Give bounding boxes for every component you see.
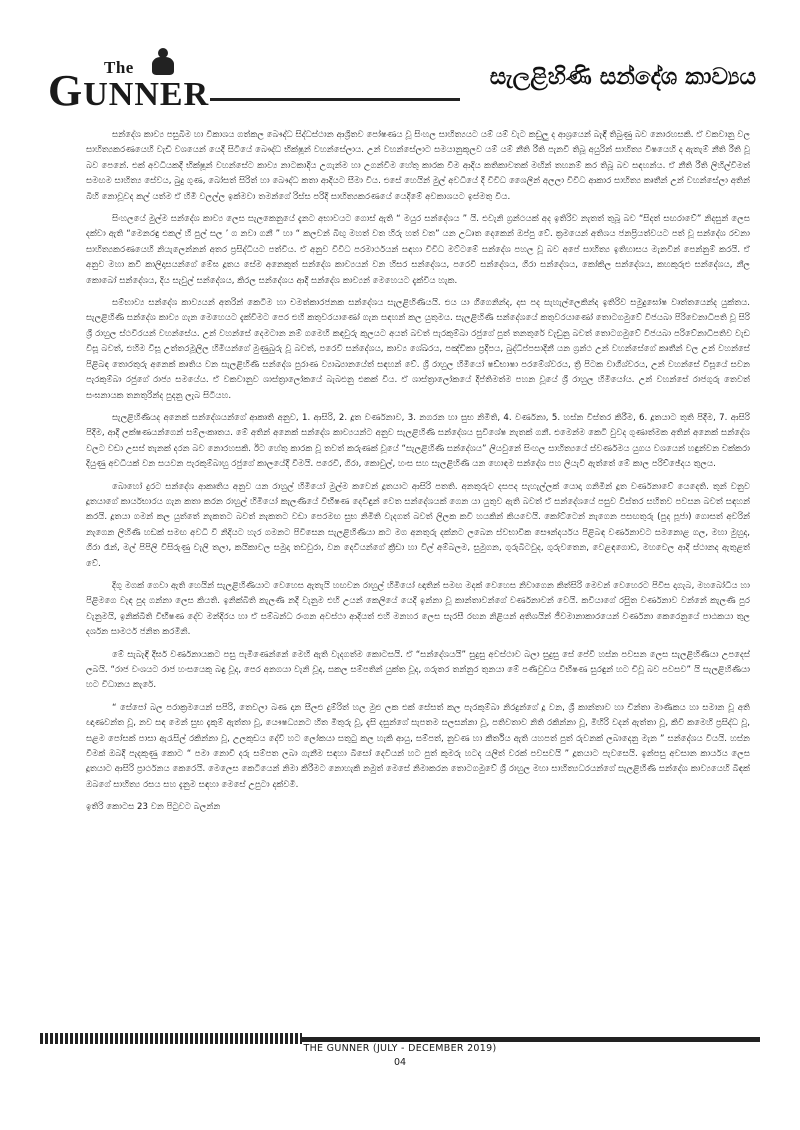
paragraph-3: සම්භාව්‍ය සන්දේශ කාව්‍යයන් අතරින් කෙටිම හා චමත්කාරජනක සන්දේශය සැලළිහිණියයි. එය යා ගීගෙනින්ද, දස පද සැහැල්ලෙකින්ද ඉතිරිව සමුදුඝෝෂ වෘත්තයෙන්ද යුක්තය. සැලළිහිණි සන්දේශ කාව්‍ය ගැන මෙහෙයට දැක්වීමට පෙර එහි කතුවරයාණෝ ගැන සඳහන් කල යුතුමය. සැලළිහිණි සන්දේශයේ කතුවරයාණෝ තොටගමුවේ විජයබා පිරිවෙනාධිපති වූ සිරි ශ්‍රී රාහුල ස්ථවිරයන් වහන්සේය. උන් වහන්සේ දෙමටාන නම් ගමෙහි කඳවුරු කුලයට අයත් බවත් පැරකුම්බා රජුගේ පුත් තනතුරේ වැඩුනු බවත් තොටගමුවේ විජයබා පරිවේනාධිපතිව වැඩ විසූ බවත්, එහිම වීසූ උත්තරමූලිල හිමියන්ගේ මුණුබුරු වූ බවත්, පරෙවි සන්දේශය, කාව්‍ය ශේඛරය, පඤ්චිකා ප්‍රදීපය, බුද්ධිප්පසාදිනී යන ග්‍රන්ථ උන් වහන්සේගේ කෘතීන් වල උන් වහන්සේ පිළිබඳ තොරතුරු අනෙක් කෘතිය වන සැලළිහිණි සන්දේශ පුරාණ ව්‍යාඛ්‍යානයේත් සඳහන් වේ. ශ්‍රී රාහුල හිමියෝ ෂඩ්භාෂා පරමේශ්වරය, ත්‍රි පිටක වාගීශ්වරය, උන් වහන්සේ විසූයේ සවන පැරකුම්බා රජුගේ රාජ්‍ය සමයේය. ඒ වකවානුව ශාස්ත්‍රාලෝකයේ බැබළුනු එකක් විය. ඒ ශාස්ත්‍රාලෝකයේ දීප්තිමත්ම පහන වූයේ ශ්‍රී රාහුල හිමියෝය. උන් වහන්සේ රාජගුරු තෙවත් සංඝනායක තනතුරින්ද පුදනු ලැබ සිටියහ. [86, 298, 750, 401]
paragraph-2: සිංහලයේ මුල්ම සන්දේශ කාව්‍ය ලෙස සැලකෙනුයේ දැනට අභාවයට ගොස් ඇති “ මයුර සන්දේශය ” යි. එවැනි ග්‍රන්ථයක් අද ඉතිරිව නැතත් තුබූ බව “සිදත් සඟරාවේ” නිදසුන් ලෙස දක්වා ඇති “මෙනරඳු එකල් හි පුල් සල ’ ග නවා ගනී ” හා “ කලවන් බිඟු මහත් වත හිරු හත් වත” යන උධෘත දෙකෙන් ඔප්පු වේ. ක්‍රමයෙන් අතිශය ජනප්‍රියත්වයට පත් වූ සන්දේශ රචනා සාහිත්‍යකරණයෙහි නියැලෙන්නන් අතර ප්‍රසිද්ධියට පත්විය. ඒ අනුව විවිධ පරමාර්ථයන් සඳහා විවිධ මට්ටමේ සන්දේශ පහල වූ බව අපේ සාහිත්‍ය ඉතිහාසය මැනවින් පෙන්නුම් කරයි. ඒ අනුව මහා කවි කාලිදාසයන්ගේ මේඝ දූතය සේම අනෙකුත් සන්දේශ කාව්‍යයන් වන හිසර සන්දේශය, පරෙවි සන්දේශය, ගිරා සන්දේශය, කෝකිල සන්දේශය, කහකුරුළු සන්දේශය, නීල කොබෝ සන්දේශය, දිය සැවුල් සන්දේශය, කිරල සන්දේශය ආදී සන්දේශ කාව්‍යන් මෙහෙයට දැක්විය හැක. [86, 214, 750, 286]
page-header [0, 0, 800, 120]
paragraph-6: දිගු මගක් ගෙවා ඇති හෙයින් සැලළිහිණියාට වෙහෙස ඇතැයි හඟවන රාහුල් හිමියෝ ඥාතින් සමඟ මදක් වෙහෙස නිවාගෙන කිත්සිරි මෙවන් වෙහෙරට පිවිස දාගැබ, මහබෝධිය හා පිළිමගෙ වැඳ පුද ගන්නා ලෙස කියති. ඉනික්බිති කැලණි නදී වැනුම එහි උයන් කෙලියේ යෙදී ඉන්නා වූ කාන්තාවන්ගේ වර්ණනාවන් වෙයි. කවියාගේ රසිුත වර්ණනාව වන්නේ කැලණි පුර වැනුමයි, ඉනික්බිති විභීෂණ දේව මන්දිරය හා ඒ සම්බන්ධ රංගන අවස්ථා ආදියත් එහි මනහර ලෙස සැරසී රඟන නිළියන් අතිශයින් ජීවමානාකාරයෙන් වර්ණනා කෙරෙනුයේ පාඨකයා තුල දර්ශන සාමර්ථ ජනිත කරමිනි. [86, 580, 750, 638]
logo-the-text: The [104, 58, 134, 77]
article-body [86, 128, 750, 815]
continuation-note: ඉතිරි කොටස 23 වන පිටුවට බලන්න [86, 802, 221, 813]
footer-magazine-issue: THE GUNNER (JULY - DECEMBER 2019) [303, 1043, 497, 1054]
logo-gunner-initial: G [48, 66, 84, 115]
paragraph-5: බොහෝ දුරට සන්දේශ ආකෘතිය අනුව යන රාහුල් හිමියෝ මුල්ම කවෙන් දූතයාට ආසිරි පතති. අනතුරුව දසපද සැහැල්ලක් යොදා ගනිමින් දූත වර්ණනාවේ යෙදෙති. තුන් වනුව දූතයාගේ කාර්යභාරය ගැන කතා කරන රාහුල් හිමියෝ කැලණියේ විභීෂණ දෙවිඳුන් වෙත සන්දේශයක් ගෙන යා යුතුව ඇති බවත් ඒ සන්දේශයේ පසුව විස්තර සහිතව පවසන බවත් සඳහන් කරයි. දූතයා ගමන් කල යුත්තේ නැකතට බවත් නැකතට වඩා පෙරමඟ සුභ නිමිති වැදගත් බවත් ලිලක කවි හයකින් කියවෙයි. කෝට්ටෙන් නැගෙන පසඟතුරු (පුද පූජා) ගොසත් අවරින් නැගෙන ලිහිණි හඩක් සමඟ අවධි වී නිදියට හැර ගමනට පිවිසෙන සැලළිහිණියා කට මග අනතුරු දක්නට ලබෙන ස්වභාවික සෞන්දර්යය පිළිබඳ වර්ණනාවට සමනොළ ගල, මහා මුහුද, ගිරා රෑන්, මල් පිපිලි විසිරුණු වැලි තලා, කයිකාවල සමුදා තඩවුරා, වන දෙවියන්ගේ ක්‍රීඩා හා විල් අම්බලම, සුමුගන, ගුරුබිටවුද, ගුරුවතෙන, වෙළඳගොඩ, මහවෙල ආදී ස්ථානද ඇතුළත් වේ. [86, 481, 750, 569]
paragraph-4: සැලළිහිණියද අනෙක් සන්දේශයන්ගේ ආකෘති අනුව, 1. ආසිරි, 2. දූත වර්ණනාව, 3. නගරන හා සුභ නිමිති, 4. වර්ණනා, 5. හස්න විස්තර කිරීම, 6. දූතයාට තුති පිදීම, 7. ආසිරි පිදීම, ආදී ලක්ෂණයන්ගෙන් සම්ලංකෘතය. මේ අතින් අනෙක් සන්දේශ කාව්‍යයන්ට අනුව සැලළිහිණි සන්දේශය සුවිශේෂ නැතක් ගනී. එමෙන්ම කෙටි වුවද ගුණාත්මක අතින් අනෙක් සන්දේශ වලට වඩා උසස් තැනක් දරන බව නොරහසකි. ඊට හේතු කාරක වූ තවත් කරුණක් වූයේ “සැලළිහිණි සන්දේශය” ලියවුනේ සිංහල සාහිත්‍යයේ ස්වර්ණමය යුගය වශයෙන් හඳුන්වන චක්කරා දියුණු අවධියක් වන සයවන පැරකුම්බාහු රජුගේ කාලයේදී වීමයි. පරෙවි, ගිරා, කොවුල්, හංස සහ සැලළිහිණි යන හොඳම සන්දේශ පහ ලියැවී ඇත්තේ මේ කාල පරිච්ඡේදය තුලය. [86, 412, 750, 470]
paragraph-1: සන්දේශ කාව්‍ය පසුබිම හා විකාශය ගත්කල බෞද්ධ සිද්ධස්ථාන ආශ්‍රිතව පෝෂණය වූ සිංහල සාහිත්‍යයට යම් යම් වැට කඩුලු ද ආශ්‍රයෙන් බැඳී තිබුණු බව නොරහසකි. ඒ වකවානු වල සාහිත්‍යකරණයෙහි වැඩි වශයෙන් යෙදී සිටියේ බෞද්ධ භික්ෂූන් වහන්සේලාය. උන් වහන්සේලාට සමයානුකූලව යම් යම් නීති රීති පැනවී තිබූ අයුරින් සාහිත්‍ය විෂයෙහි ද ඇතැම් නීති රීති වූ බව පෙනේ. එක් අවධියකදී භික්ෂූන් වහන්සේට කාව්‍ය නාටකාදිය උගැන්ම හා උගන්වීම හේතු කාරක වීම ආදිය කතිකාවතක් මඟින් තහනම් කර තිබූ බව සඳහන්ය. ඒ නීති රීති ලිහිල්වීමත් සමඟම සාහිත්‍ය සේවය, බුදු ගුණ, බෝසත් සිරිත් හා බෞද්ධ කතා ආදියට සීමා විය. එසේ හෙයින් මුල් අවධියේ දී විවිධ ශෛලීන් අලලා විවිධ ආකාර සාහිත්‍ය කෘතීන් උන් වහන්සේලා අතින් බිහි නොවූවද කල් යත්ම ඒ හිමි වලල්ල ඉක්මවා තමන්ගේ රිස්ස පරිදි සාහිත්‍යකරණයේ යෙදීමේ අවකාශයට ඉස්මතු විය. [86, 130, 750, 202]
paragraph-8: “ සේපෝ බල පරාක්‍රමයෙන් සපිරි, තෙවලා බණ දාන සීලළු දුම්රිත් හල මුළු ලක එක් සේසත් කල පැරකුම්බා නිරදුන්ගේ දූ වන, ශ්‍රී කාන්තාව හා චින්තා මාණිකය හා සමාන වූ අති ඥාණවන්ත වූ, නව සඳ මෙන් සුභ දැකුම් ඇත්තා වූ, යෞෂධ්‍යනට හිත මිතුරු වූ, දැසි දසුන්ගේ සැපතම සලසන්නා වූ, පතිවතාව නිති රකින්නා වූ, මිහිරි වදන් ඇත්තා වූ, කිවි කමෙහි ප්‍රසිද්ධ වූ, සළම පෝසක් පාසා ඇරැසිල් රකින්නා වූ, උලකුඩය දේවී හට ලෝකයා සතුටු කල හැකි ආයු, සම්පත්, නුවණ හා කීර්තිය ඇති යහපත් පුත් රුවනක් ලබාදෙනු මැන ” සන්දේශය වියයි. හස්න වීමක් ඔබදී පැදකුණු කොට “ පමා නොවී දරු සම්පත ලබා ගැනීම සඳහා බිසෝ දෙවියන් හට පුත් කුමරු හටද යලිත් වරක් පවසවයි ” දූතයාට පැවසෙයි. ඉන්පසු අවසාන කාර්යය ලෙස දූතයාට ආසිරි ප්‍රාර්ථනය කෙරෙයි. මෙලෙස කෙටියෙන් නිමා කිරීමට නොහැකි නමුත් මෙසේ නිමාකරන තොටගමුවේ ශ්‍රී රාහුල මහා සාහිත්‍යධරයන්ගේ සැලළිහිණි සන්දේශ කාව්‍යයෙහි බිඳක් ඔබගේ සාහිත්‍ය රසය සහ දැනුම සඳහා මෙසේ උපුටා දක්වමි. [86, 702, 750, 790]
paragraph-7: මේ සැබැඳි දීර්ඝ වර්ණනායකට පසු පැමිණෙන්නේ මෙහි ඇති වැදගත්ම කොටසයි. ඒ “සන්දේශයයි” සුදුසු අවස්ථාව බලා සුදුසු සේ පේවී හස්න පවසන ලෙස සැලළිහිණියා උපදෙස් ලබයි. “රාජ වංශයට රාජ හංසයෙකු බඳු වූද, පෙර අනගයා වැනි වූද, සකල සම්පතින් යුක්ත වූද, ගරුතර තන්නුර තුනයා මේ පණිවුඩය විභීෂණ සුරඳුන් හට චිවූ බව පවසව” යි සැලළිහිණියා හට විධානය කැරේ. [86, 649, 750, 691]
logo-gunner-rest: UNNER [83, 76, 210, 113]
page-title: සැලළිහිණි සන්දේශ කාව්‍යය [489, 64, 756, 90]
the-gunner-logo [48, 58, 210, 115]
footer-rule [302, 1037, 760, 1042]
page-number: 04 [393, 1057, 407, 1068]
header-rule [210, 98, 460, 101]
